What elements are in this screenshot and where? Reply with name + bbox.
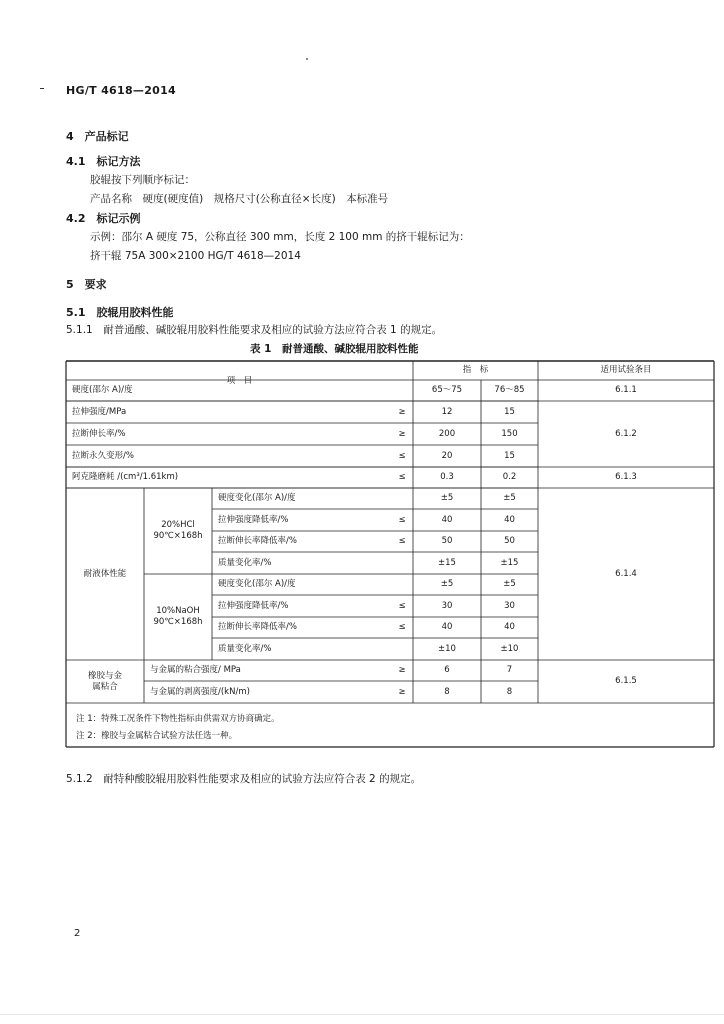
table-note: 注 1：特殊工况条件下物性指标由供需双方协商确定。 bbox=[76, 714, 280, 724]
bonding-label bbox=[66, 660, 144, 703]
liquid-row-value-1: ±15 bbox=[438, 557, 456, 568]
bonding-row-value-2: 7 bbox=[506, 665, 513, 676]
liquid-row-value-2: 50 bbox=[504, 536, 515, 547]
standard-code-header: HG/T 4618—2014 bbox=[66, 84, 177, 97]
liquid-row-symbol: ≤ bbox=[398, 622, 406, 633]
row-symbol: ≤ bbox=[398, 450, 406, 461]
table-caption: 表 1 耐普通酸、碱胶辊用胶料性能 bbox=[250, 343, 419, 355]
page-bottom-edge bbox=[0, 1014, 724, 1015]
section-4-1-line-2: 产品名称 硬度(硬度值) 规格尺寸(公称直径×长度) 本标准号 bbox=[90, 193, 389, 205]
bonding-row-symbol: ≥ bbox=[398, 665, 406, 676]
condition-medium: 10%NaOH bbox=[156, 606, 200, 617]
liquid-row-item-label: 硬度变化(邵尔 A)/度 bbox=[218, 579, 296, 590]
liquid-row-value-2: 30 bbox=[504, 600, 515, 611]
bonding-label-line: 属粘合 bbox=[92, 681, 118, 692]
condition-medium: 20%HCl bbox=[161, 520, 195, 531]
row-value-1: 12 bbox=[441, 406, 453, 417]
section-5-1-title: 5.1 胶辊用胶料性能 bbox=[66, 306, 174, 319]
row-value-1: 0.3 bbox=[440, 472, 454, 483]
row-value-2: 76～85 bbox=[494, 385, 525, 396]
liquid-row-value-1: ±5 bbox=[440, 579, 454, 590]
section-5-title: 5 要求 bbox=[66, 278, 107, 291]
method-6-1-4: 6.1.4 bbox=[615, 568, 637, 579]
bonding-row-symbol: ≥ bbox=[398, 686, 406, 697]
row-item-label: 拉伸强度/MPa bbox=[72, 406, 127, 417]
bonding-row-value-1: 8 bbox=[444, 686, 450, 697]
header-method: 适用试验条目 bbox=[600, 365, 652, 376]
liquid-condition bbox=[144, 574, 212, 660]
row-value-2: 15 bbox=[504, 406, 515, 417]
section-4-2-title: 4.2 标记示例 bbox=[66, 212, 141, 225]
scan-speck bbox=[306, 58, 308, 60]
bonding-row-item-label: 与金属的剥离强度/(kN/m) bbox=[150, 686, 250, 697]
liquid-row-item-label: 拉伸强度降低率/% bbox=[218, 514, 289, 525]
method-6-1-1: 6.1.1 bbox=[615, 385, 637, 396]
liquid-row-value-1: ±10 bbox=[438, 643, 456, 654]
liquid-row-item-label: 拉断伸长率降低率/% bbox=[218, 536, 297, 547]
section-4-1-line-1: 胶辊按下列顺序标记： bbox=[90, 174, 195, 186]
row-item-label: 拉断伸长率/% bbox=[72, 428, 126, 439]
row-item-label: 拉断永久变形/% bbox=[72, 450, 134, 461]
liquid-row-value-2: ±5 bbox=[503, 579, 516, 590]
row-value-2: 15 bbox=[504, 450, 515, 461]
liquid-row-value-1: ±5 bbox=[440, 493, 454, 504]
liquid-resistance-label: 耐液体性能 bbox=[83, 568, 127, 579]
liquid-row-symbol: ≤ bbox=[398, 536, 406, 547]
liquid-row-value-2: ±10 bbox=[500, 643, 519, 654]
row-value-1: 200 bbox=[438, 428, 456, 439]
method-6-1-2: 6.1.2 bbox=[615, 428, 637, 439]
condition-temp-time: 90℃×168h bbox=[153, 531, 203, 541]
section-4-1-title: 4.1 标记方法 bbox=[66, 155, 141, 168]
section-5-1-2-text: 5.1.2 耐特种酸胶辊用胶料性能要求及相应的试验方法应符合表 2 的规定。 bbox=[66, 773, 422, 785]
row-value-1: 65～75 bbox=[431, 385, 463, 396]
row-symbol: ≤ bbox=[398, 472, 406, 483]
row-symbol: ≥ bbox=[398, 406, 406, 417]
bonding-row-value-1: 6 bbox=[444, 665, 450, 676]
liquid-row-value-1: 40 bbox=[441, 514, 453, 525]
liquid-row-value-2: ±15 bbox=[500, 557, 519, 568]
liquid-row-item-label: 拉断伸长率降低率/% bbox=[218, 622, 297, 633]
liquid-row-item-label: 硬度变化(邵尔 A)/度 bbox=[218, 493, 296, 504]
liquid-row-value-1: 40 bbox=[441, 622, 453, 633]
page-number: 2 bbox=[74, 928, 81, 939]
table-note: 注 2：橡胶与金属粘合试验方法任选一种。 bbox=[76, 731, 238, 741]
liquid-row-value-1: 50 bbox=[441, 536, 453, 547]
liquid-row-item-label: 质量变化率/% bbox=[218, 643, 272, 654]
row-item-label: 阿克隆磨耗 /(cm³/1.61km) bbox=[72, 472, 179, 483]
section-4-title: 4 产品标记 bbox=[66, 130, 129, 143]
bonding-row-value-2: 8 bbox=[506, 686, 513, 697]
liquid-row-symbol: ≤ bbox=[398, 600, 406, 611]
section-5-1-1-text: 5.1.1 耐普通酸、碱胶辊用胶料性能要求及相应的试验方法应符合表 1 的规定。 bbox=[66, 324, 443, 336]
row-value-1: 20 bbox=[441, 450, 453, 461]
bonding-label-line: 橡胶与金 bbox=[87, 670, 122, 681]
row-item-label: 硬度(邵尔 A)/度 bbox=[72, 385, 133, 396]
margin-mark bbox=[40, 88, 44, 89]
row-value-2: 150 bbox=[501, 428, 518, 439]
header-item: 项 目 bbox=[226, 375, 253, 386]
liquid-row-item-label: 拉伸强度降低率/% bbox=[218, 600, 289, 611]
liquid-row-value-2: 40 bbox=[504, 514, 515, 525]
section-4-2-line-1: 示例：邵尔 A 硬度 75，公称直径 300 mm，长度 2 100 mm 的挤干辊标记为： bbox=[90, 231, 470, 243]
row-symbol: ≥ bbox=[398, 428, 406, 439]
liquid-row-value-2: 40 bbox=[504, 622, 515, 633]
condition-temp-time: 90℃×168h bbox=[153, 617, 203, 627]
method-6-1-3: 6.1.3 bbox=[615, 472, 637, 483]
header-index: 指 标 bbox=[462, 365, 489, 376]
section-4-2-line-2: 挤干辊 75A 300×2100 HG/T 4618—2014 bbox=[90, 250, 301, 262]
bonding-row-item-label: 与金属的粘合强度/ MPa bbox=[150, 665, 241, 676]
liquid-row-symbol: ≤ bbox=[398, 514, 406, 525]
liquid-condition bbox=[144, 488, 212, 574]
liquid-row-value-1: 30 bbox=[441, 600, 453, 611]
row-value-2: 0.2 bbox=[502, 472, 517, 483]
liquid-row-value-2: ±5 bbox=[503, 493, 516, 504]
method-6-1-5: 6.1.5 bbox=[615, 676, 637, 687]
liquid-row-item-label: 质量变化率/% bbox=[218, 557, 272, 568]
